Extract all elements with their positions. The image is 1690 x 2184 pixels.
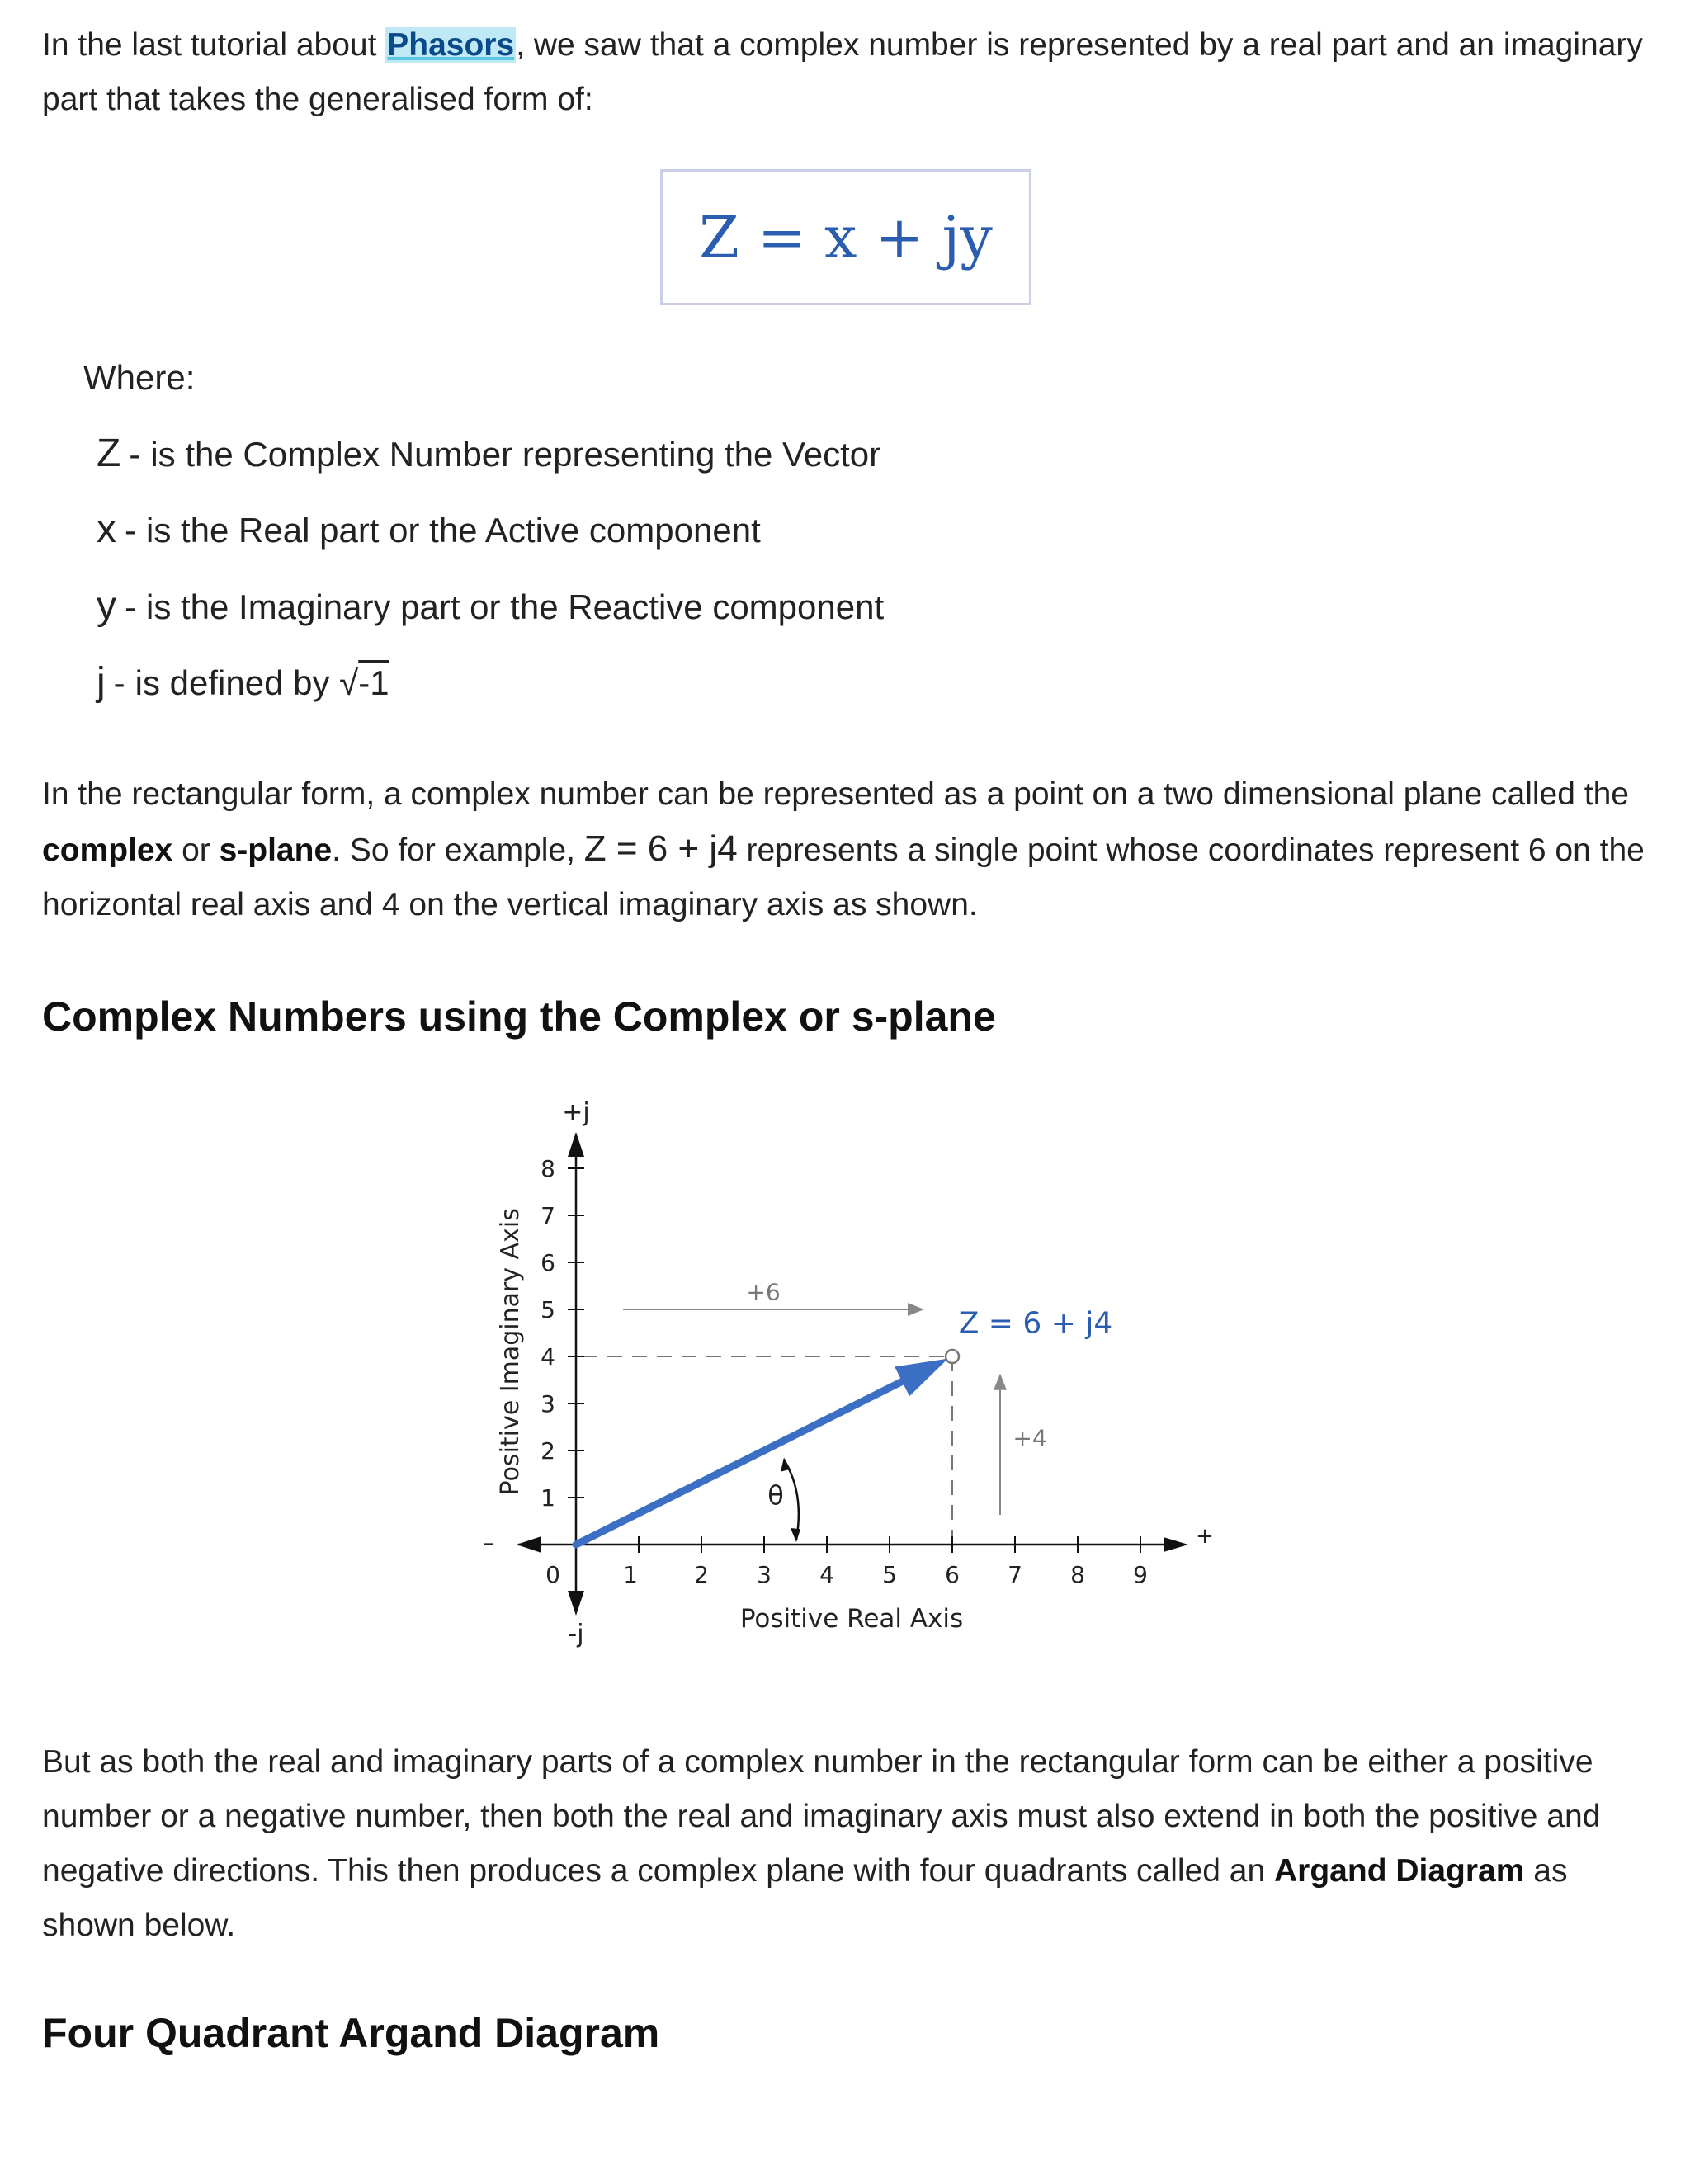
formula-box xyxy=(660,169,1031,305)
x-tick-label: 4 xyxy=(819,1561,834,1588)
x-tick-label: 0 xyxy=(545,1561,560,1588)
plus4-label: +4 xyxy=(1013,1424,1047,1452)
definition-text: is the Complex Number representing the Vector xyxy=(150,435,881,474)
theta-arc-arrow-top xyxy=(781,1458,791,1472)
definition-text: is the Real part or the Active component xyxy=(146,511,761,550)
paragraph-text: In the rectangular form, a complex number can be represented as a point on a two dimensional plane called the xyxy=(42,776,1629,812)
plus-sign: + xyxy=(1196,1524,1214,1549)
y-axis-title: Positive Imaginary Axis xyxy=(496,1208,525,1496)
theta-label: θ xyxy=(767,1479,784,1512)
x-tick-label: 3 xyxy=(757,1561,772,1588)
x-axis-title: Positive Real Axis xyxy=(739,1604,964,1634)
vector-z-arrowhead xyxy=(895,1359,947,1397)
definition-text: is defined by √ xyxy=(135,663,359,702)
intro-text-continued: , we saw that a complex number is represented by a real part and an imaginary part that takes the generalised form of: xyxy=(42,27,1643,117)
y-tick-label: 3 xyxy=(541,1390,555,1417)
intro-paragraph xyxy=(42,18,1659,127)
y-tick-label: 6 xyxy=(541,1249,555,1276)
y-tick-label: 7 xyxy=(541,1202,555,1229)
minus-j-label: -j xyxy=(568,1620,584,1649)
x-tick-label: 6 xyxy=(945,1561,960,1588)
bold-complex: complex xyxy=(42,833,173,868)
paragraph-text: But as both the real and imaginary parts of a complex number in the rectangular form can be either a positive number or a negative number, then both the real and imaginary axis must also extend in both the positive and negative directions. This then produces a complex plane with four quadrants called an xyxy=(42,1744,1601,1889)
phasors-link[interactable]: Phasors xyxy=(387,27,515,63)
theta-arc-arrow-bottom xyxy=(791,1528,800,1542)
rectangular-form-paragraph xyxy=(42,767,1659,932)
sqrt-radicand: -1 xyxy=(358,663,389,702)
paragraph-text: . So for example, xyxy=(332,833,584,868)
where-label: Where: xyxy=(83,358,196,397)
plus-j-label: +j xyxy=(562,1098,590,1127)
diagram-group xyxy=(483,1098,1214,1649)
formula: Z = x + jy xyxy=(699,203,993,271)
definition-symbol: j xyxy=(97,660,106,704)
vector-z-line xyxy=(576,1381,902,1545)
x-tick-label: 9 xyxy=(1133,1561,1148,1588)
real-axis-right-arrow xyxy=(1164,1537,1188,1552)
x-tick-label: 5 xyxy=(882,1561,897,1588)
point-marker xyxy=(946,1350,959,1363)
definition-symbol: y xyxy=(97,584,116,628)
imaginary-axis-up-arrow xyxy=(568,1132,584,1157)
complex-plane-diagram xyxy=(0,1073,1690,1683)
paragraph-text: as shown below. xyxy=(42,1853,1568,1943)
y-tick-label: 5 xyxy=(541,1296,555,1323)
bold-argand-diagram: Argand Diagram xyxy=(1274,1853,1525,1889)
y-tick-label: 2 xyxy=(541,1437,555,1465)
definition-symbol: x xyxy=(97,507,116,551)
imaginary-axis-down-arrow xyxy=(568,1591,584,1616)
example-equation: Z = 6 + j4 xyxy=(583,828,738,869)
definition-symbol: Z xyxy=(97,432,121,475)
heading-argand-diagram: Four Quadrant Argand Diagram xyxy=(42,2010,660,2056)
definition-text: is the Imaginary part or the Reactive component xyxy=(146,587,885,626)
paragraph-text: represents a single point whose coordinates represent 6 on the horizontal real axis and 4 on the vertical imaginary axis as shown. xyxy=(42,833,1645,922)
y-tick-label: 4 xyxy=(541,1343,555,1370)
y-tick-label: 8 xyxy=(541,1155,555,1182)
real-axis-left-arrow xyxy=(517,1536,541,1553)
intro-text: In the last tutorial about xyxy=(42,27,386,63)
y-tick-label: 1 xyxy=(541,1484,555,1512)
x-tick-label: 2 xyxy=(694,1561,709,1588)
theta-arc xyxy=(784,1460,799,1540)
argand-paragraph xyxy=(42,1735,1659,1953)
x-tick-label: 7 xyxy=(1008,1561,1022,1588)
definition-z: Z - is the Complex Number representing the Vector xyxy=(97,432,881,475)
plus6-label: +6 xyxy=(746,1278,781,1306)
heading-complex-plane: Complex Numbers using the Complex or s-plane xyxy=(42,993,996,1040)
definition-y: y - is the Imaginary part or the Reactive component xyxy=(97,584,885,628)
bold-s-plane: s-plane xyxy=(219,833,333,868)
paragraph-text: or xyxy=(172,833,220,868)
point-label: Z = 6 + j4 xyxy=(958,1306,1113,1341)
definition-x: x - is the Real part or the Active component xyxy=(97,507,761,551)
definition-j: j - is defined by √-1 xyxy=(97,660,389,704)
x-tick-label: 8 xyxy=(1070,1561,1085,1588)
x-tick-label: 1 xyxy=(623,1561,638,1588)
minus-sign: – xyxy=(482,1529,495,1558)
